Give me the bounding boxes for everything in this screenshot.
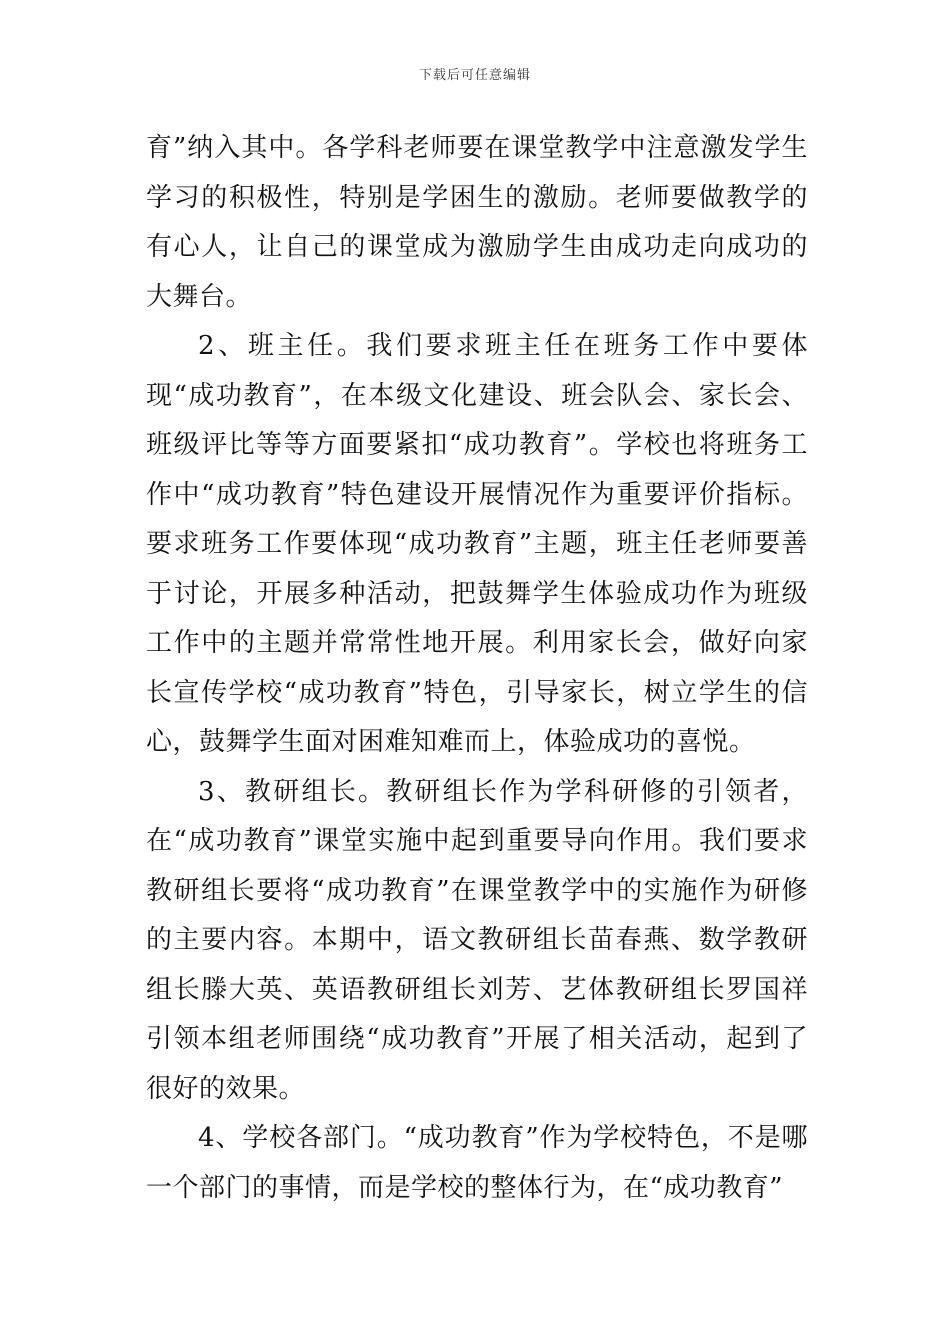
paragraph-research-leader: 3、教研组长。教研组长作为学科研修的引领者，在“成功教育”课堂实施中起到重要导向作用。我们要求教研组长要将“成功教育”在课堂教学中的实施作为研修的主要内容。本期中，语文教研组长苗春燕、数学教研组长滕大英、英语教研组长刘芳、艺体教研组长罗国祥引领本组老师围绕“成功教育”开展了相关活动，起到了很好的效果。 [146,776,808,1104]
page-header: 下载后可任意编辑 [418,68,531,83]
document-body [146,124,808,1213]
paragraph-continuation: 育”纳入其中。各学科老师要在课堂教学中注意激发学生学习的积极性，特别是学困生的激励。老师要做教学的有心人，让自己的课堂成为激励学生由成功走向成功的大舞台。 [146,133,808,312]
paragraph-school-departments: 4、学校各部门。“成功教育”作为学校特色，不是哪一个部门的事情，而是学校的整体行为，在“成功教育” [146,1123,808,1203]
paragraph-class-teacher: 2、班主任。我们要求班主任在班务工作中要体现“成功教育”，在本级文化建设、班会队会、家长会、班级评比等等方面要紧扣“成功教育”。学校也将班务工作中“成功教育”特色建设开展情况作为重要评价指标。要求班务工作要体现“成功教育”主题，班主任老师要善于讨论，开展多种活动，把鼓舞学生体验成功作为班级工作中的主题并常常性地开展。利用家长会，做好向家长宣传学校“成功教育”特色，引导家长，树立学生的信心，鼓舞学生面对困难知难而上，体验成功的喜悦。 [146,331,808,757]
